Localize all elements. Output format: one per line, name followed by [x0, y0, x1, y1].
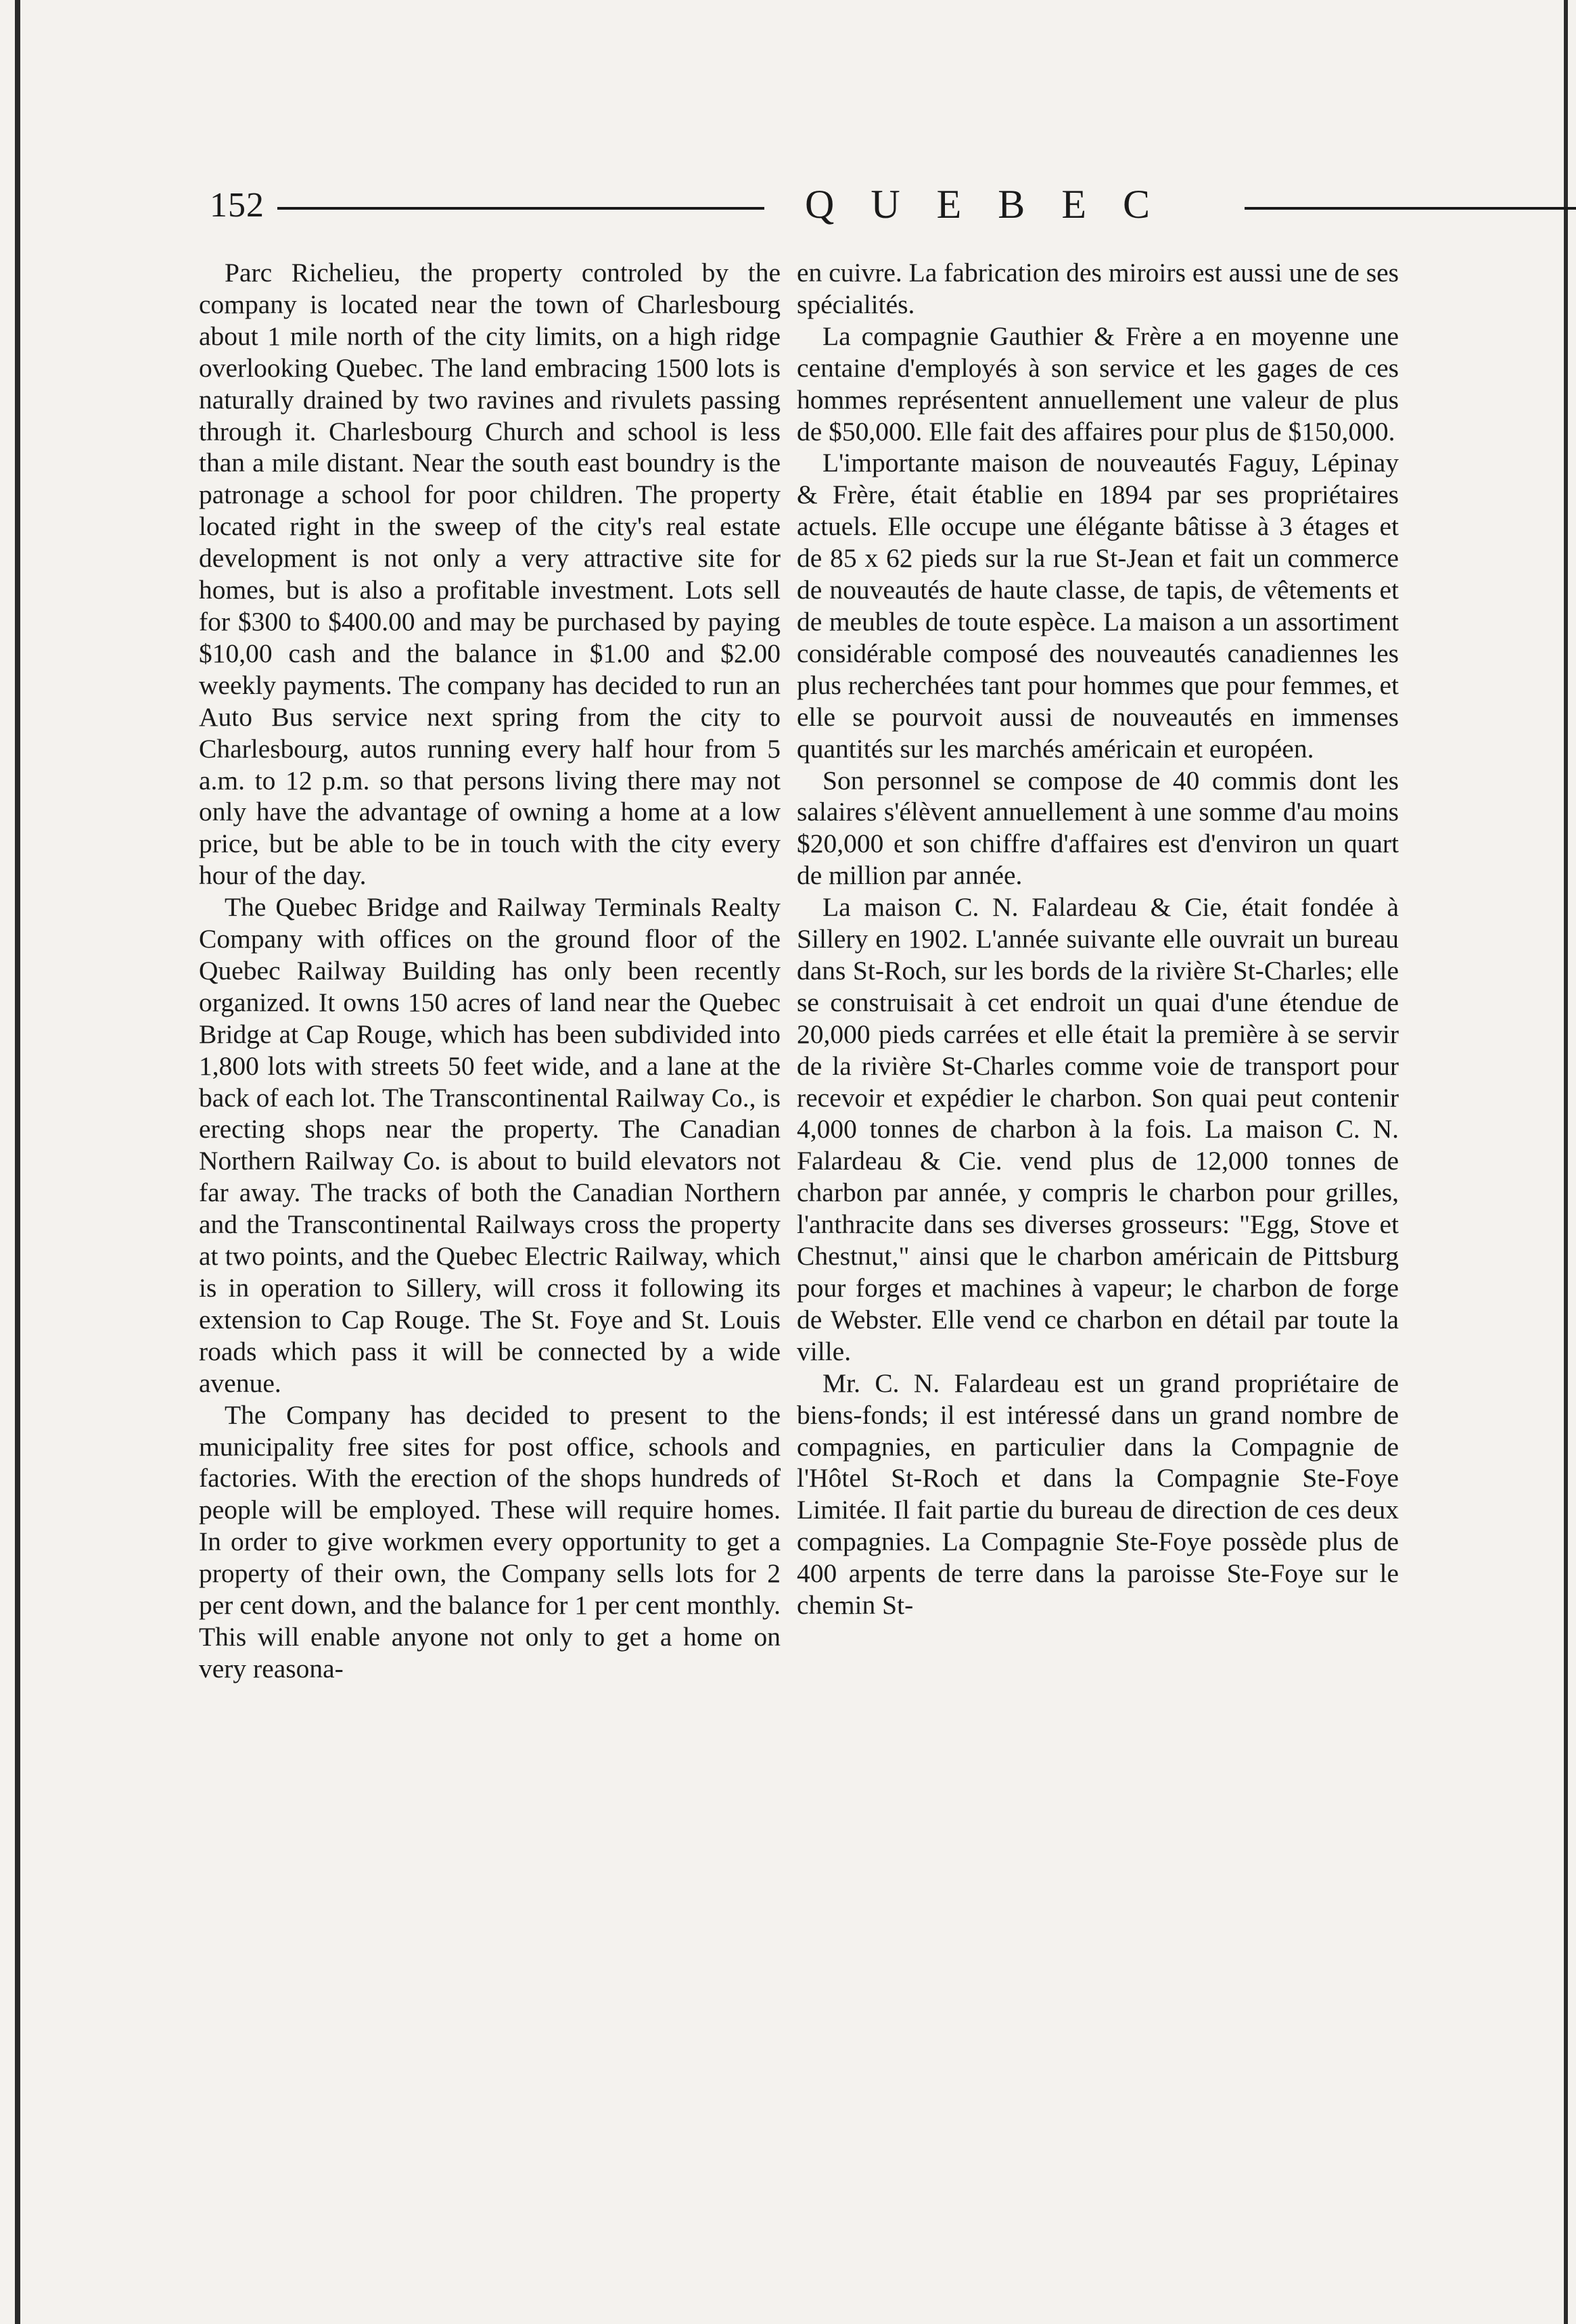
running-head: QUEBEC: [805, 182, 1186, 227]
paragraph: La maison C. N. Falardeau & Cie, était fondée à Sillery en 1902. L'année suivante elle ouvrait un bureau dans St-Roch, sur les bords de la rivière St-Charles; elle se construisait à cet endroit un quai d'une étendue de 20,000 pieds carrées et elle était la première à se servir de la rivière St-Charles comme voie de transport pour recevoir et expédier le charbon. Son quai peut contenir 4,000 tonnes de charbon à la fois. La maison C. N. Falardeau & Cie. vend plus de 12,000 tonnes de charbon par année, y compris le charbon pour grilles, l'anthracite dans ses diverses grosseurs: "Egg, Stove et Chestnut," ainsi que le charbon américain de Pittsburg pour forges et machines à vapeur; le charbon de forge de Webster. Elle vend ce charbon en détail par toute la ville.: [797, 892, 1399, 1366]
page-edge-right: [1564, 0, 1568, 2324]
paragraph-continued: en cuivre. La fabrication des miroirs est aussi une de ses spécialités.: [797, 258, 1399, 319]
paragraph: The Company has decided to present to the municipality free sites for post office, schools and factories. With the erection of the shops hundreds of people will be employed. These will require homes. In order to give workmen every opportunity to get a property of their own, the Company sells lots for 2 per cent down, and the balance for 1 per cent monthly. This will enable anyone not only to get a home on very reasona-: [199, 1399, 781, 1683]
page-header: [210, 181, 1414, 235]
paragraph: L'importante maison de nouveautés Faguy, Lépinay & Frère, était établie en 1894 par ses propriétaires actuels. Elle occupe une élégante bâtisse à 3 étages et de 85 x 62 pieds sur la rue St-Jean et fait un commerce de nouveautés de haute classe, de tapis, de vêtements et de meubles de toute espèce. La maison a un assortiment considérable composé des nouveautés canadiennes les plus recherchées tant pour hommes que pour femmes, et elle se pourvoit aussi de nouveautés en immenses quantités sur les marchés américain et européen.: [797, 448, 1399, 764]
paragraph: La compagnie Gauthier & Frère a en moyenne une centaine d'employés à son service et les gages de ces hommes représentent annuellement une valeur de plus de $50,000. Elle fait des affaires pour plus de $150,000.: [797, 321, 1399, 446]
paragraph: Mr. C. N. Falardeau est un grand propriétaire de biens-fonds; il est intéressé dans un grand nombre de compagnies, en particulier dans la Compagnie de l'Hôtel St-Roch et dans la Compagnie Ste-Foye Limitée. Il fait partie du bureau de direction de ces deux compagnies. La Compagnie Ste-Foye possède plus de 400 arpents de terre dans la paroisse Ste-Foye sur le chemin St-: [797, 1368, 1399, 1621]
paragraph: Son personnel se compose de 40 commis dont les salaires s'élèvent annuellement à une somme d'au moins $20,000 et son chiffre d'affaires est d'environ un quart de million par année.: [797, 765, 1399, 891]
paragraph: The Quebec Bridge and Railway Terminals Realty Company with offices on the ground floor of the Quebec Railway Building has only been recently organized. It owns 150 acres of land near the Quebec Bridge at Cap Rouge, which has been subdivided into 1,800 lots with streets 50 feet wide, and a lane at the back of each lot. The Transcontinental Railway Co., is erecting shops near the property. The Canadian Northern Railway Co. is about to build elevators not far away. The tracks of both the Canadian Northern and the Transcontinental Railways cross the property at two points, and the Quebec Electric Railway, which is in operation to Sillery, will cross it following its extension to Cap Rouge. The St. Foye and St. Louis roads which pass it will be connected by a wide avenue.: [199, 892, 781, 1398]
page-number: 152: [210, 186, 264, 225]
header-rule-left: [277, 207, 764, 210]
header-rule-right: [1245, 207, 1576, 210]
left-column: [199, 257, 781, 1685]
paragraph: Parc Richelieu, the property controled by the company is located near the town of Charlesbourg about 1 mile north of the city limits, on a high ridge overlooking Quebec. The land embracing 1500 lots is naturally drained by two ravines and rivulets passing through it. Charlesbourg Church and school is less than a mile distant. Near the south east boundry is the patronage a school for poor children. The property located right in the sweep of the city's real estate development is not only a very attractive site for homes, but is also a profitable investment. Lots sell for $300 to $400.00 and may be purchased by paying $10,00 cash and the balance in $1.00 and $2.00 weekly payments. The company has decided to run an Auto Bus service next spring from the city to Charlesbourg, autos running every half hour from 5 a.m. to 12 p.m. so that persons living there may not only have the advantage of owning a home at a low price, but be able to be in touch with the city every hour of the day.: [199, 258, 781, 891]
page-edge-left: [15, 0, 20, 2324]
right-column: [797, 257, 1399, 1621]
